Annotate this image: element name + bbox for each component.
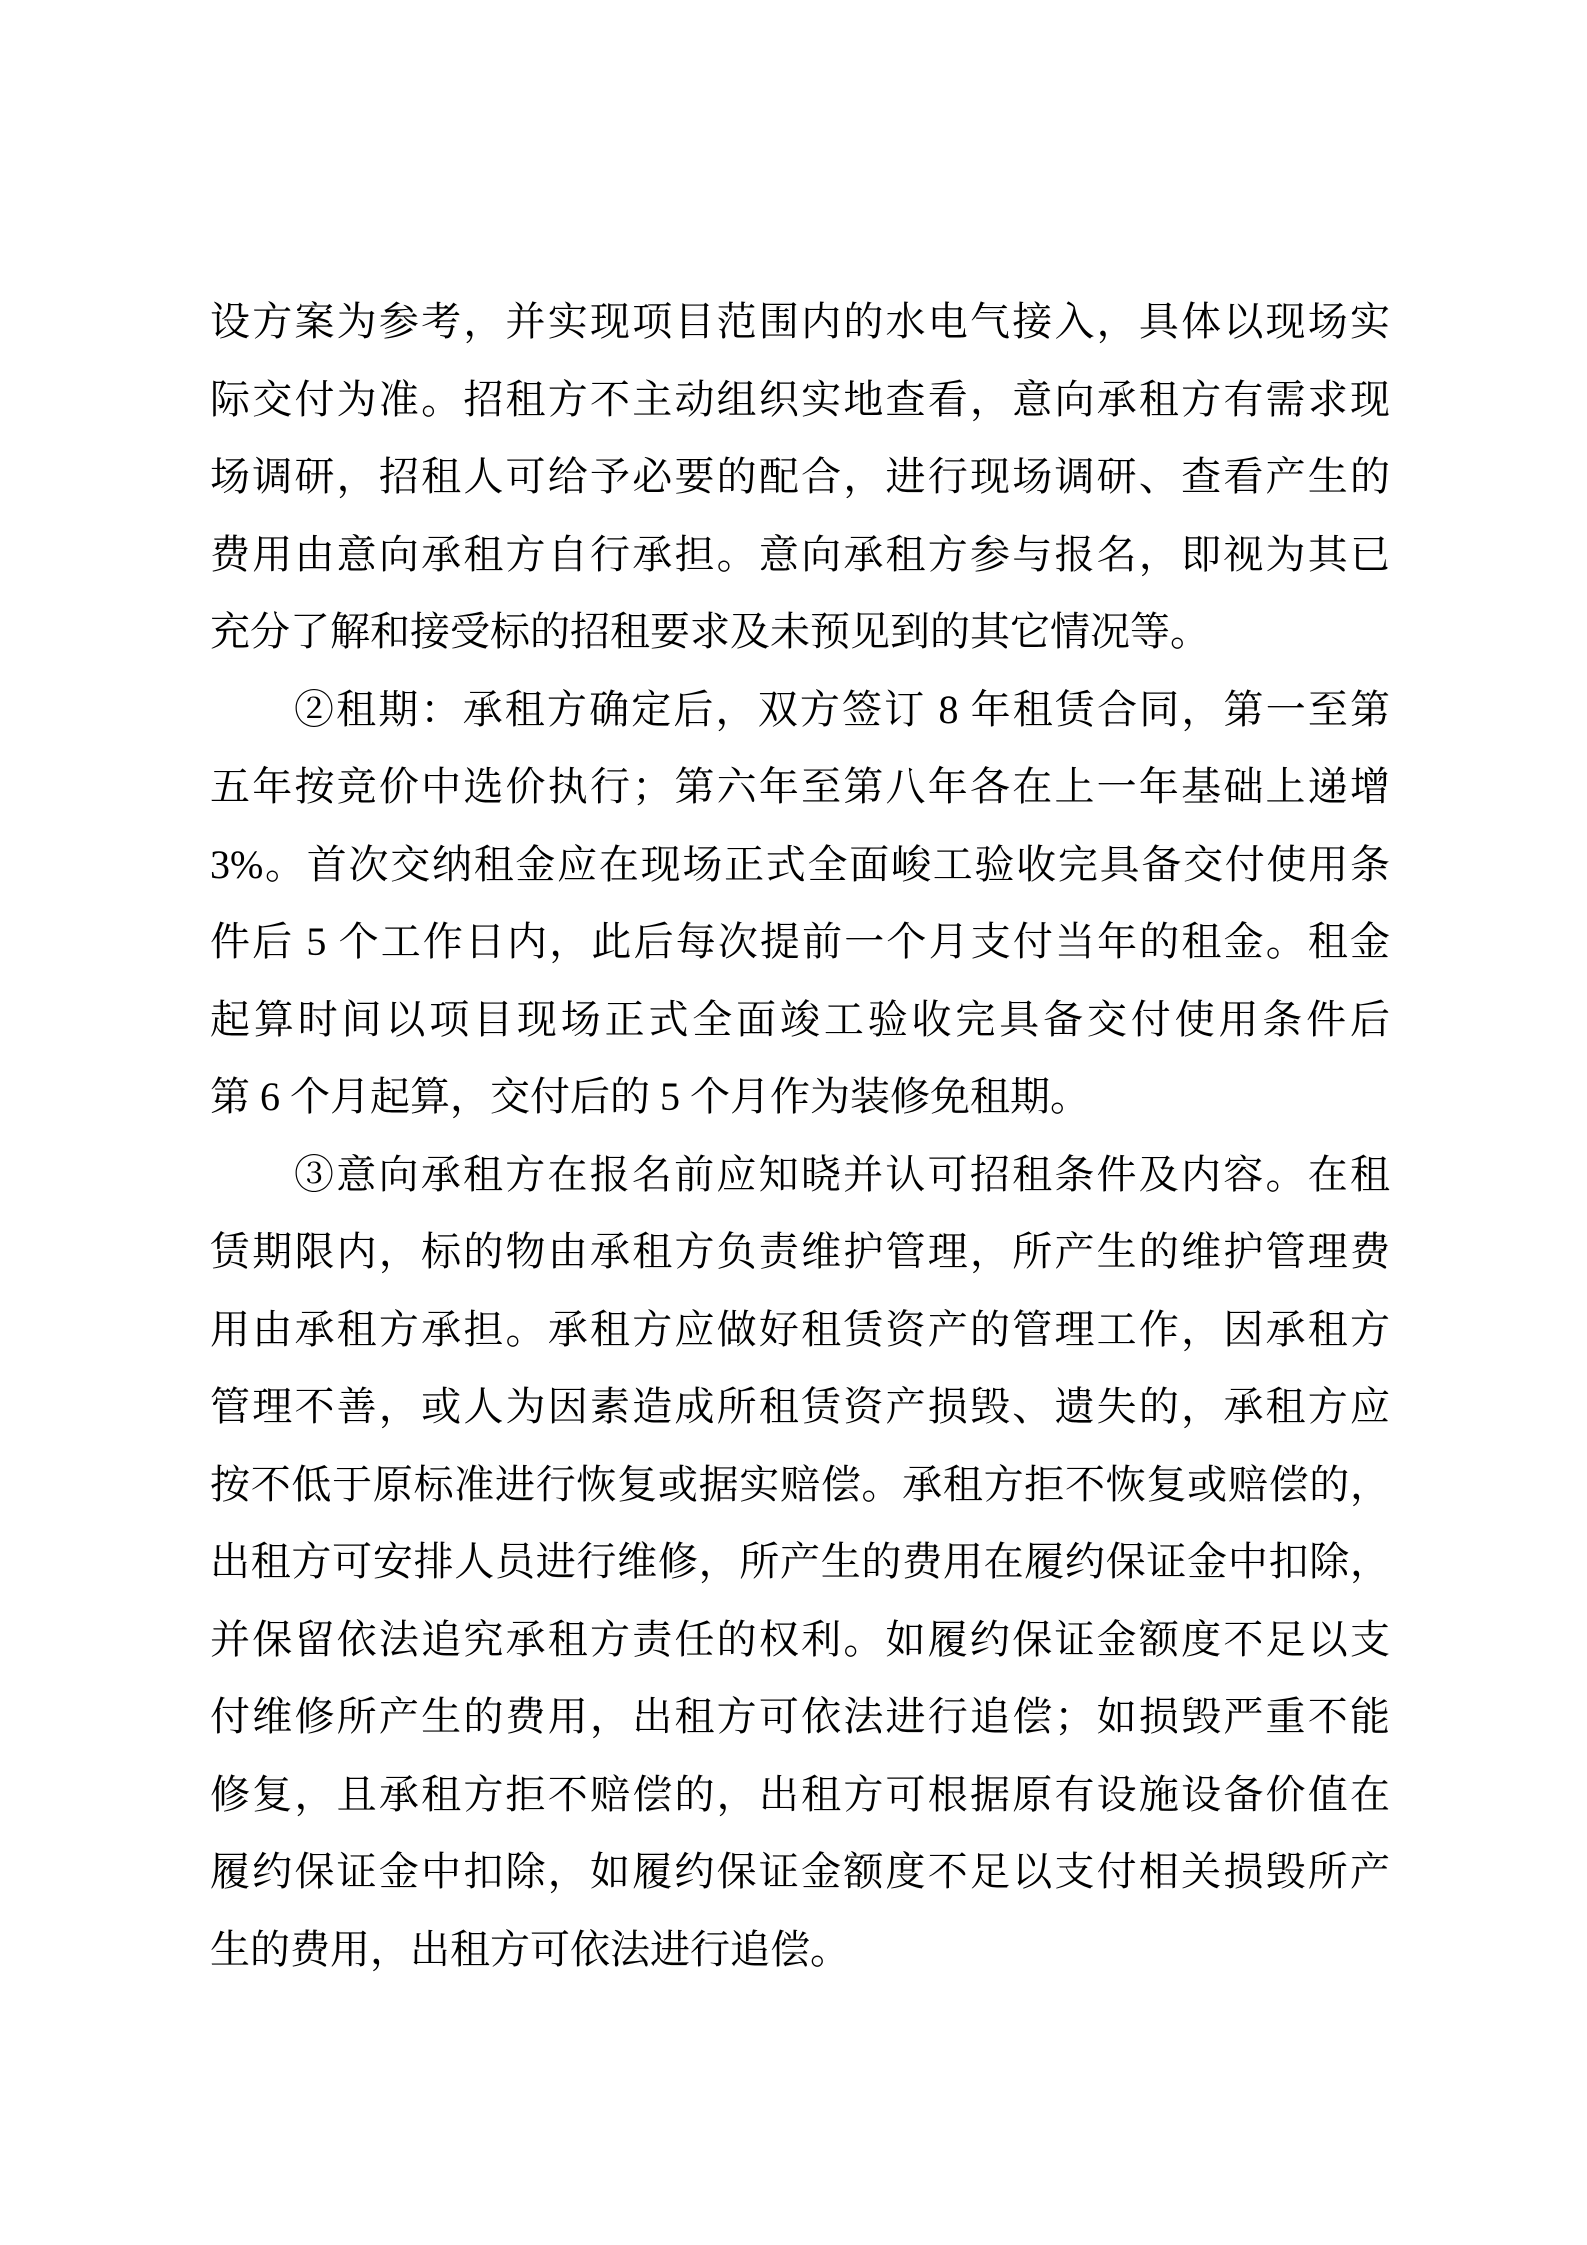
- text-line: 生的费用，出租方可依法进行追偿。: [210, 1926, 850, 1972]
- text-line: 充分了解和接受标的招租要求及未预见到的其它情况等。: [210, 609, 1210, 654]
- text-line: 设方案为参考，并实现项目范围内的水电气接入，具体以现场实: [210, 299, 1390, 344]
- text-line: 五年按竞价中选价执行；第六年至第八年各在上一年基础上递增: [210, 764, 1390, 809]
- text-line: ③意向承租方在报名前应知晓并认可招租条件及内容。在租: [294, 1151, 1390, 1197]
- text-line: 按不低于原标准进行恢复或据实赔偿。承租方拒不恢复或赔偿的，: [210, 1461, 1390, 1507]
- paragraph-rent-term: [210, 671, 1390, 1136]
- paragraph-tenant-obligations: [210, 1136, 1390, 1989]
- text-line: 管理不善，或人为因素造成所租赁资产损毁、遗失的，承租方应: [210, 1384, 1390, 1429]
- text-line: 用由承租方承担。承租方应做好租赁资产的管理工作，因承租方: [210, 1306, 1390, 1352]
- text-line: 付维修所产生的费用，出租方可依法进行追偿；如损毁严重不能: [210, 1694, 1390, 1739]
- text-line: 费用由意向承租方自行承担。意向承租方参与报名，即视为其已: [210, 531, 1390, 577]
- text-line: 件后 5 个工作日内，此后每次提前一个月支付当年的租金。租金: [210, 919, 1390, 964]
- text-line: 第 6 个月起算，交付后的 5 个月作为装修免租期。: [210, 1074, 1090, 1119]
- text-line: ②租期：承租方确定后，双方签订 8 年租赁合同，第一至第: [294, 686, 1390, 732]
- document-body: [210, 283, 1390, 1988]
- text-line: 履约保证金中扣除，如履约保证金额度不足以支付相关损毁所产: [210, 1849, 1390, 1894]
- text-line: 起算时间以项目现场正式全面竣工验收完具备交付使用条件后: [210, 996, 1390, 1042]
- text-line: 出租方可安排人员进行维修，所产生的费用在履约保证金中扣除，: [210, 1539, 1390, 1584]
- text-line: 场调研，招租人可给予必要的配合，进行现场调研、查看产生的: [210, 454, 1390, 499]
- paragraph-continuation: [210, 283, 1390, 671]
- text-line: 赁期限内，标的物由承租方负责维护管理，所产生的维护管理费: [210, 1229, 1390, 1274]
- text-line: 修复，且承租方拒不赔偿的，出租方可根据原有设施设备价值在: [210, 1771, 1390, 1817]
- text-line: 3%。首次交纳租金应在现场正式全面峻工验收完具备交付使用条: [210, 841, 1390, 887]
- text-line: 际交付为准。招租方不主动组织实地查看，意向承租方有需求现: [210, 376, 1390, 422]
- text-line: 并保留依法追究承租方责任的权利。如履约保证金额度不足以支: [210, 1616, 1390, 1662]
